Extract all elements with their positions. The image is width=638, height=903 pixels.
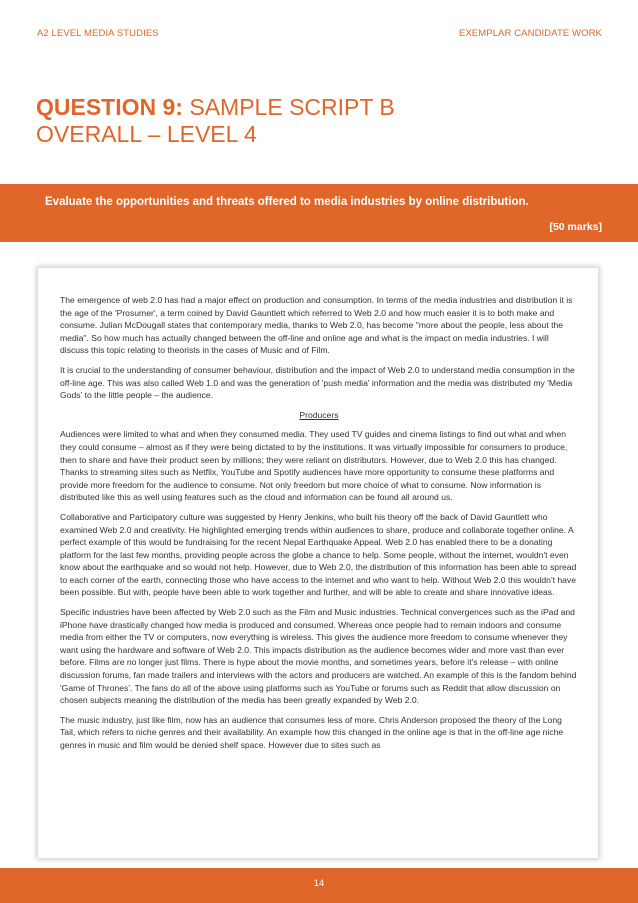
- script-subheading: Producers: [299, 409, 339, 420]
- script-paragraph: It is crucial to the understanding of consumer behaviour, distribution and the impact of Web 2.0 to understand media consumption in the off-line age. This was also called Web 1.0 and was the generation of 'push media' information and the media was distributed my 'Media Gods' to the little people – the audience.: [60, 364, 575, 401]
- candidate-script-box: [38, 268, 598, 858]
- running-header-right: EXEMPLAR CANDIDATE WORK: [458, 28, 602, 39]
- question-text: Evaluate the opportunities and threats offered to media industries by online distribution.: [45, 196, 529, 208]
- marks-label: [50 marks]: [549, 221, 602, 233]
- script-paragraph: Audiences were limited to what and when they consumed media. They used TV guides and cinema listings to find out what and when they could consume – almost as if they were being dictated to by the institutions. It was virtually impossible for consumers to produce, then to share and have their product seen by millions; they were reliant on distributors. However, due to Web 2.0 this has changed. Thanks to streaming sites such as Netflix, YouTube and Spotify audiences have more opportunity to consume these platforms and provide more freedom for the audience to consume. Not only freedom but more choice of what to consume. Now information is distributed like this as well using features such as the cloud and information can be found all around us.: [60, 429, 568, 503]
- script-paragraph: The emergence of web 2.0 has had a major effect on production and consumption. In terms of the media industries and distribution it is the age of the 'Prosumer', a term coined by David Gauntlett which referred to Web 2.0 and how much easier it is to both make and consume. Julian McDougall states that contemporary media, thanks to Web 2.0, has become "more about the people, less about the media". So how much has actually changed between the off-line and online age and what is the impact on media industries. I will discuss this topic relating to theorists in the cases of Music and of Film.: [60, 295, 573, 356]
- title-line-2: OVERALL – LEVEL 4: [36, 121, 257, 147]
- title-sample-script: SAMPLE SCRIPT B: [182, 94, 395, 120]
- title-question-number: QUESTION 9:: [36, 94, 183, 120]
- page-title: [36, 94, 395, 148]
- script-paragraph: The music industry, just like film, now has an audience that consumes less of more. Chris Anderson proposed the theory of the Long Tail, which refers to niche genres and their availability. An example how this changed in the online age is that in the off-line age niche genres in music and film would be denied shelf space. However due to sites such as: [60, 714, 564, 750]
- question-band: [0, 184, 638, 242]
- script-paragraph: Specific industries have been affected by Web 2.0 such as the Film and Music industries. Technical convergences such as the iPad and iPhone have drastically changed how media is produced and consumed. Whereas once people had to remain indoors and consume media from either the TV or computers, now everything is wireless. This gives the audience more freedom to consume whenever they want using the hardware and software of Web 2.0. This impacts distribution as the audience becomes wider and more vast than ever before. Films are no longer just films. There is hype about the movie months, and sometimes years, before it's release – with online discussion forums, fan made trailers and interviews with the actors and producers are watched. An example of this is the fandom behind 'Game of Thrones'. The fans do all of the above using platforms such as YouTube or forums such as Reddit that allow discussion on chosen subjects meaning the distribution of the media has been greatly expanded by Web 2.0.: [60, 607, 577, 706]
- page-number: 14: [313, 878, 325, 889]
- footer-band: [0, 868, 638, 903]
- title-line-1: [36, 94, 395, 121]
- script-body: [60, 294, 578, 759]
- running-header-left: A2 LEVEL MEDIA STUDIES: [37, 28, 159, 39]
- script-paragraph: Collaborative and Participatory culture was suggested by Henry Jenkins, who built his theory off the back of David Gauntlett who examined Web 2.0 and creativity. He highlighted emerging trends within audiences to share, produce and collaborate together online. A perfect example of this would be fundraising for the recent Nepal Earthquake Appeal. Web 2.0 has enabled there to be a donating platform for the last few months, providing people across the globe a chance to help. Some people, without the internet, wouldn't even know about the earthquake and so would not help. However, due to Web 2.0, the distribution of this information has been able to spread to each corner of the earth, connecting those who have access to the internet and who want to help. Without Web 2.0 this wouldn't have been possible. But with, people have been able to work together and further, and will be able to create and share innovative ideas.: [60, 511, 577, 598]
